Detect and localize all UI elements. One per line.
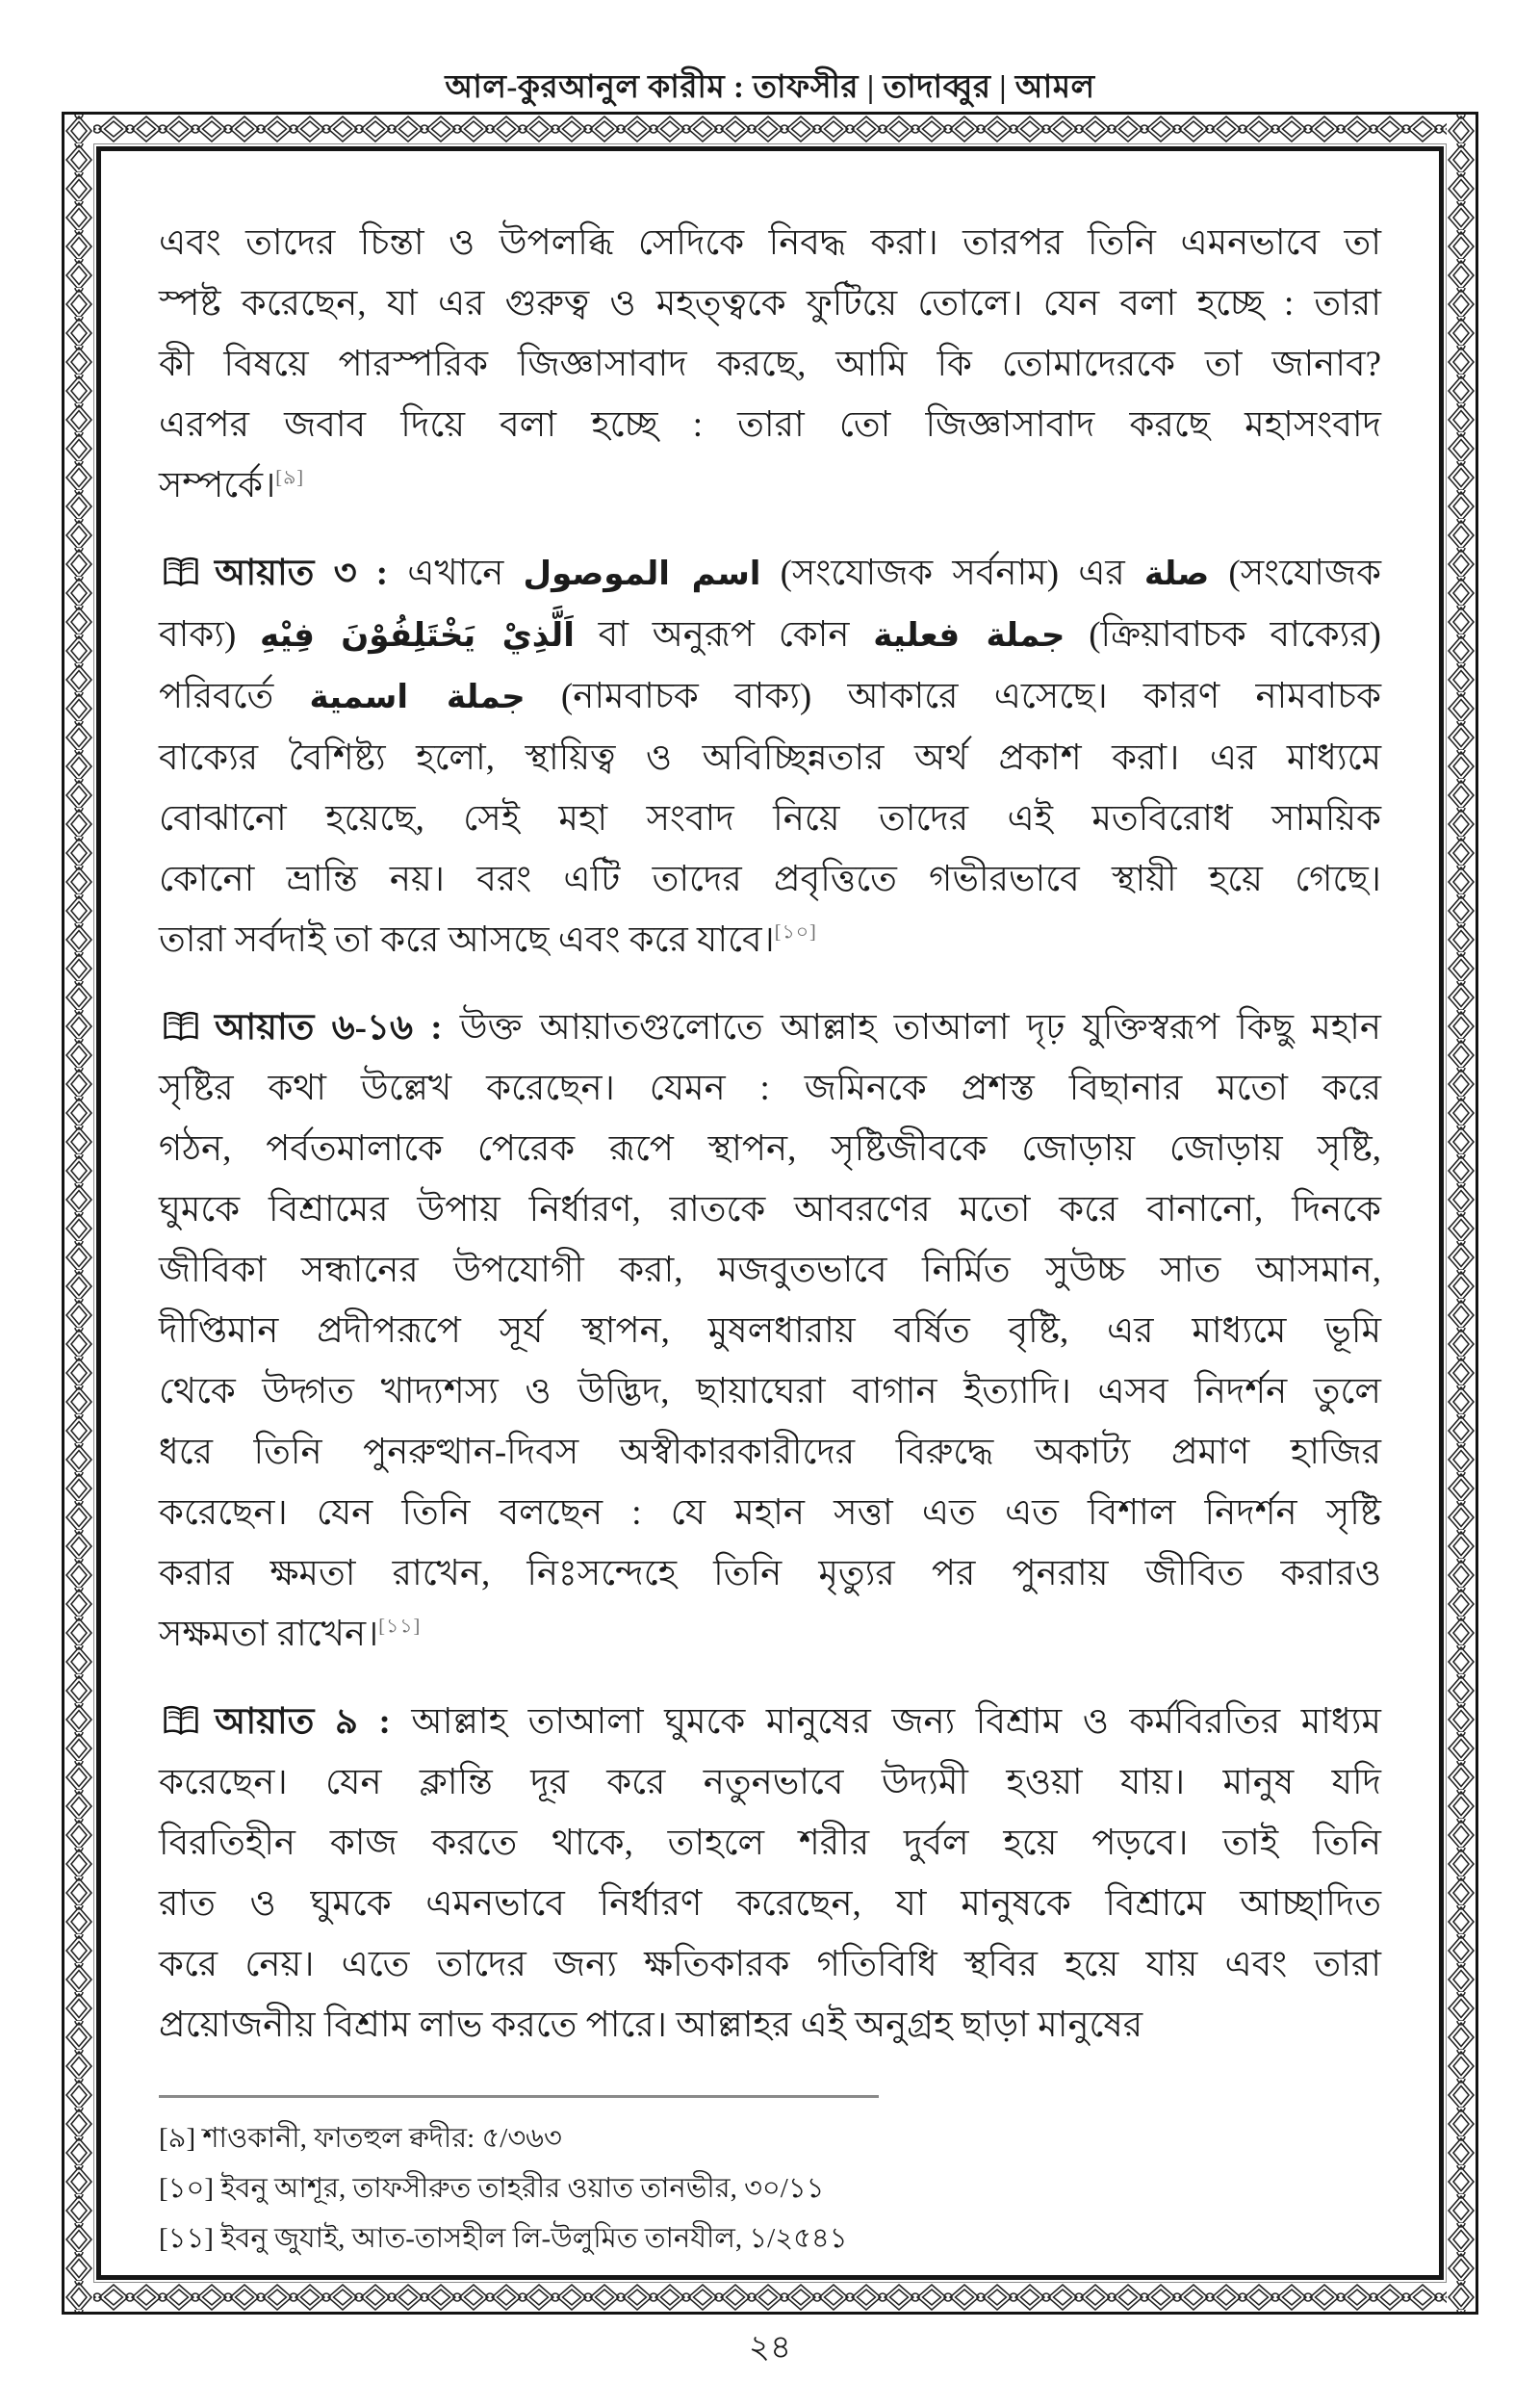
text-line: করে নেয়। এতে তাদের জন্য ক্ষতিকারক গতিবিধি স্থবির হয়ে যায় এবং তারা [159,1945,1381,1984]
text-line: এবং তাদের চিন্তা ও উপলব্ধি সেদিকে নিবদ্ধ করা। তারপর তিনি এমনভাবে তা [159,223,1381,263]
text-run: আয়াত ৩ : এখানে اسم الموصول (সংযোজক সর্বনাম) এর صلة (সংযোজক [215,554,1381,593]
text-run: আয়াত ৬-১৬ : উক্ত আয়াতগুলোতে আল্লাহ তাআলা দৃঢ় যুক্তিস্বরূপ কিছু মহান [215,1008,1381,1048]
footnote: [১১] ইবনু জুযাই, আত-তাসহীল লি-উলুমিত তানযীল, ১/২৫৪১ [159,2223,848,2254]
border-ornament-top [64,115,1476,143]
text-line: তারা সর্বদাই তা করে আসছে এবং করে যাবে।[১০] [159,920,817,960]
text-line: কী বিষয়ে পারস্পরিক জিজ্ঞাসাবাদ করছে, আমি কি তোমাদেরকে তা জানাব? [159,345,1381,384]
text-line: করেছেন। যেন ক্লান্তি দূর করে নতুনভাবে উদ্যমী হওয়া যায়। মানুষ যদি [159,1763,1381,1802]
text-line: ধরে তিনি পুনরুত্থান-দিবস অস্বীকারকারীদের বিরুদ্ধে অকাট্য প্রমাণ হাজির [159,1433,1381,1472]
section-ayat-3 [159,543,1381,971]
text-line: পরিবর্তে جملة اسمية (নামবাচক বাক্য) আকারে এসেছে। কারণ নামবাচক [159,677,1381,716]
footnote-divider [159,2095,879,2098]
text-line: জীবিকা সন্ধানের উপযোগী করা, মজবুতভাবে নির্মিত সুউচ্চ সাত আসমান, [159,1251,1381,1290]
border-ornament-right [1447,115,1476,2312]
text-line: স্পষ্ট করেছেন, যা এর গুরুত্ব ও মহত্ত্বকে ফুটিয়ে তোলে। যেন বলা হচ্ছে : তারা [159,284,1381,324]
text-line [159,1692,1381,1752]
text-line: প্রয়োজনীয় বিশ্রাম লাভ করতে পারে। আল্লাহর এই অনুগ্রহ ছাড়া মানুষের [159,2006,1143,2045]
text-line: সৃষ্টির কথা উল্লেখ করেছেন। যেমন : জমিনকে প্রশস্ত বিছানার মতো করে [159,1069,1381,1108]
border-ornament-bottom [64,2283,1476,2312]
text-line [159,997,1381,1058]
text-line: বোঝানো হয়েছে, সেই মহা সংবাদ নিয়ে তাদের এই মতবিরোধ সাময়িক [159,799,1381,839]
text-line: দীপ্তিমান প্রদীপরূপে সূর্য স্থাপন, মুষলধারায় বর্ষিত বৃষ্টি, এর মাধ্যমে ভূমি [159,1311,1381,1351]
text-line [159,543,1381,605]
page-title: আল-কুরআনুল কারীম : তাফসীর | তাদাব্বুর | আমল [445,70,1095,105]
text-line: রাত ও ঘুমকে এমনভাবে নির্ধারণ করেছেন, যা মানুষকে বিশ্রামে আচ্ছাদিত [159,1884,1381,1924]
section-ayat-6-16 [159,997,1381,1665]
text-line: করার ক্ষমতা রাখেন, নিঃসন্দেহে তিনি মৃত্যুর পর পুনরায় জীবিত করারও [159,1554,1381,1593]
page-number: ২৪ [748,2330,792,2366]
text-line: সম্পর্কে।[৯] [159,466,305,505]
open-book-icon [159,1003,203,1038]
text-line: কোনো ভ্রান্তি নয়। বরং এটি তাদের প্রবৃত্তিতে গভীরভাবে স্থায়ী হয়ে গেছে। [159,860,1381,899]
text-line: বিরতিহীন কাজ করতে থাকে, তাহলে শরীর দুর্বল হয়ে পড়বে। তাই তিনি [159,1824,1381,1863]
open-book-icon [159,549,203,583]
border-ornament-left [64,115,93,2312]
footnotes-block [159,2095,1381,2264]
text-line: গঠন, পর্বতমালাকে পেরেক রূপে স্থাপন, সৃষ্টিজীবকে জোড়ায় জোড়ায় সৃষ্টি, [159,1129,1381,1169]
text-run: আয়াত ৯ : আল্লাহ তাআলা ঘুমকে মানুষের জন্য বিশ্রাম ও কর্মবিরতির মাধ্যম [215,1702,1381,1742]
text-line: সক্ষমতা রাখেন।[১১] [159,1615,422,1654]
section-paragraph-continuation [159,213,1381,516]
footnote: [৯] শাওকানী, ফাতহুল ক্বদীর: ৫/৩৬৩ [159,2123,562,2154]
footnote: [১০] ইবনু আশূর, তাফসীরুত তাহরীর ওয়াত তানভীর, ৩০/১১ [159,2173,825,2204]
section-ayat-9 [159,1692,1381,2056]
decorative-border-frame [62,112,1478,2315]
text-line: বাক্য) اَلَّذِيْ يَخْتَلِفُوْنَ فِيْهِ বা অনুরূপ কোন جملة فعلية (ক্রিয়াবাচক বাক্যের) [159,615,1381,655]
text-line: থেকে উদ্গত খাদ্যশস্য ও উদ্ভিদ, ছায়াঘেরা বাগান ইত্যাদি। এসব নিদর্শন তুলে [159,1372,1381,1411]
page-body [96,146,1444,2280]
text-line: এরপর জবাব দিয়ে বলা হচ্ছে : তারা তো জিজ্ঞাসাবাদ করছে মহাসংবাদ [159,405,1381,445]
text-line: ঘুমকে বিশ্রামের উপায় নির্ধারণ, রাতকে আবরণের মতো করে বানানো, দিনকে [159,1190,1381,1229]
text-line: বাক্যের বৈশিষ্ট্য হলো, স্থায়িত্ব ও অবিচ্ছিন্নতার অর্থ প্রকাশ করা। এর মাধ্যমে [159,738,1381,778]
text-line: করেছেন। যেন তিনি বলছেন : যে মহান সত্তা এত এত বিশাল নিদর্শন সৃষ্টি [159,1493,1381,1533]
open-book-icon [159,1697,203,1732]
